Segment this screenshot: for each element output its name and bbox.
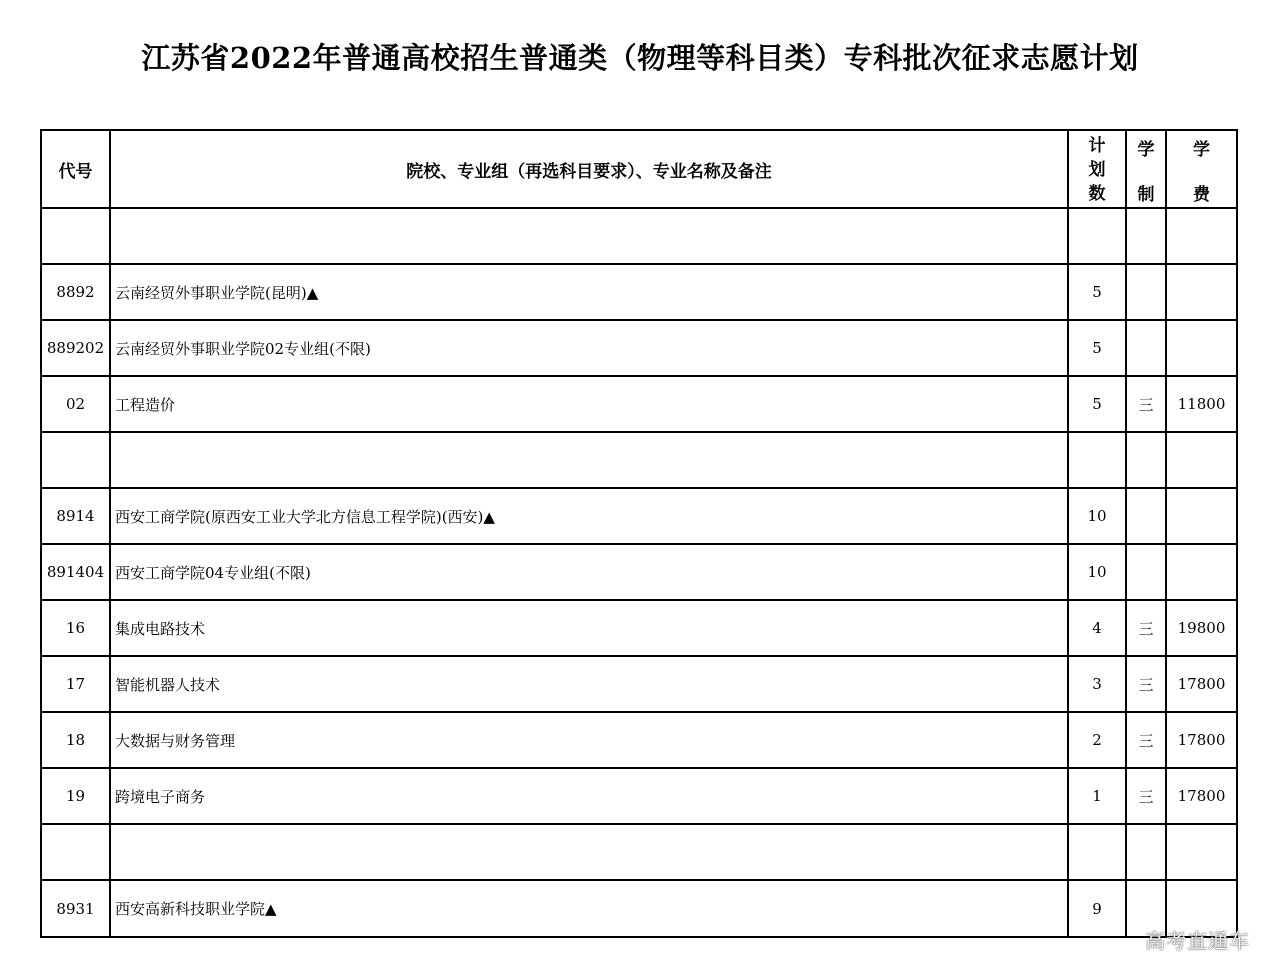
- cell-code: 8914: [41, 488, 110, 544]
- cell-name: 云南经贸外事职业学院(昆明)▲: [110, 264, 1068, 320]
- cell-years: 三: [1126, 768, 1166, 824]
- cell-code: 891404: [41, 544, 110, 600]
- cell-years: [1126, 488, 1166, 544]
- cell-plan: [1068, 208, 1126, 264]
- header-name: 院校、专业组（再选科目要求）、专业名称及备注: [110, 130, 1068, 208]
- page-title: 江苏省2022年普通高校招生普通类（物理等科目类）专科批次征求志愿计划: [141, 41, 1139, 75]
- table-row: [41, 208, 1237, 264]
- cell-fee: [1166, 544, 1237, 600]
- cell-name: 集成电路技术: [110, 600, 1068, 656]
- cell-plan: 4: [1068, 600, 1126, 656]
- table-row: [41, 768, 1237, 824]
- cell-fee: [1166, 824, 1237, 880]
- cell-code: 8931: [41, 880, 110, 937]
- cell-plan: 5: [1068, 320, 1126, 376]
- cell-plan: 3: [1068, 656, 1126, 712]
- watermark: 高考直通车: [1145, 929, 1250, 953]
- cell-fee: [1166, 264, 1237, 320]
- cell-code: 02: [41, 376, 110, 432]
- cell-name: 西安工商学院(原西安工业大学北方信息工程学院)(西安)▲: [110, 488, 1068, 544]
- cell-code: [41, 208, 110, 264]
- table-row: [41, 824, 1237, 880]
- cell-name: 智能机器人技术: [110, 656, 1068, 712]
- cell-name: [110, 432, 1068, 488]
- cell-code: 16: [41, 600, 110, 656]
- table-row: [41, 544, 1237, 600]
- cell-years: 三: [1126, 656, 1166, 712]
- cell-code: [41, 432, 110, 488]
- cell-name: 工程造价: [110, 376, 1068, 432]
- cell-fee: 19800: [1166, 600, 1237, 656]
- table-row: [41, 488, 1237, 544]
- cell-plan: 10: [1068, 544, 1126, 600]
- table-row: [41, 880, 1237, 937]
- cell-plan: 10: [1068, 488, 1126, 544]
- table-header-row: [41, 130, 1237, 208]
- cell-plan: 1: [1068, 768, 1126, 824]
- table-row: [41, 432, 1237, 488]
- header-plan: 计 划 数: [1068, 130, 1126, 208]
- cell-years: [1126, 208, 1166, 264]
- cell-fee: [1166, 488, 1237, 544]
- cell-years: 三: [1126, 600, 1166, 656]
- cell-code: 19: [41, 768, 110, 824]
- cell-code: [41, 824, 110, 880]
- table-row: [41, 320, 1237, 376]
- cell-years: [1126, 264, 1166, 320]
- cell-plan: 5: [1068, 376, 1126, 432]
- cell-name: [110, 824, 1068, 880]
- cell-code: 8892: [41, 264, 110, 320]
- table-row: [41, 656, 1237, 712]
- cell-years: 三: [1126, 376, 1166, 432]
- cell-name: 西安工商学院04专业组(不限): [110, 544, 1068, 600]
- header-code: 代号: [41, 130, 110, 208]
- table-row: [41, 600, 1237, 656]
- cell-years: [1126, 320, 1166, 376]
- cell-fee: 17800: [1166, 656, 1237, 712]
- header-fee: 学 费: [1166, 130, 1237, 208]
- cell-plan: 5: [1068, 264, 1126, 320]
- cell-fee: 11800: [1166, 376, 1237, 432]
- cell-fee: [1166, 208, 1237, 264]
- table-row: [41, 264, 1237, 320]
- cell-years: [1126, 432, 1166, 488]
- header-years: 学 制: [1126, 130, 1166, 208]
- cell-name: 云南经贸外事职业学院02专业组(不限): [110, 320, 1068, 376]
- cell-code: 889202: [41, 320, 110, 376]
- cell-code: 17: [41, 656, 110, 712]
- cell-years: [1126, 824, 1166, 880]
- cell-fee: [1166, 432, 1237, 488]
- enrollment-plan-table: [40, 129, 1238, 938]
- cell-years: 三: [1126, 712, 1166, 768]
- cell-code: 18: [41, 712, 110, 768]
- table-row: [41, 376, 1237, 432]
- cell-plan: [1068, 824, 1126, 880]
- cell-name: 跨境电子商务: [110, 768, 1068, 824]
- cell-fee: 17800: [1166, 712, 1237, 768]
- cell-fee: 17800: [1166, 768, 1237, 824]
- cell-name: [110, 208, 1068, 264]
- table-row: [41, 712, 1237, 768]
- cell-plan: 9: [1068, 880, 1126, 937]
- cell-plan: [1068, 432, 1126, 488]
- cell-years: [1126, 544, 1166, 600]
- cell-plan: 2: [1068, 712, 1126, 768]
- cell-name: 西安高新科技职业学院▲: [110, 880, 1068, 937]
- cell-fee: [1166, 320, 1237, 376]
- cell-name: 大数据与财务管理: [110, 712, 1068, 768]
